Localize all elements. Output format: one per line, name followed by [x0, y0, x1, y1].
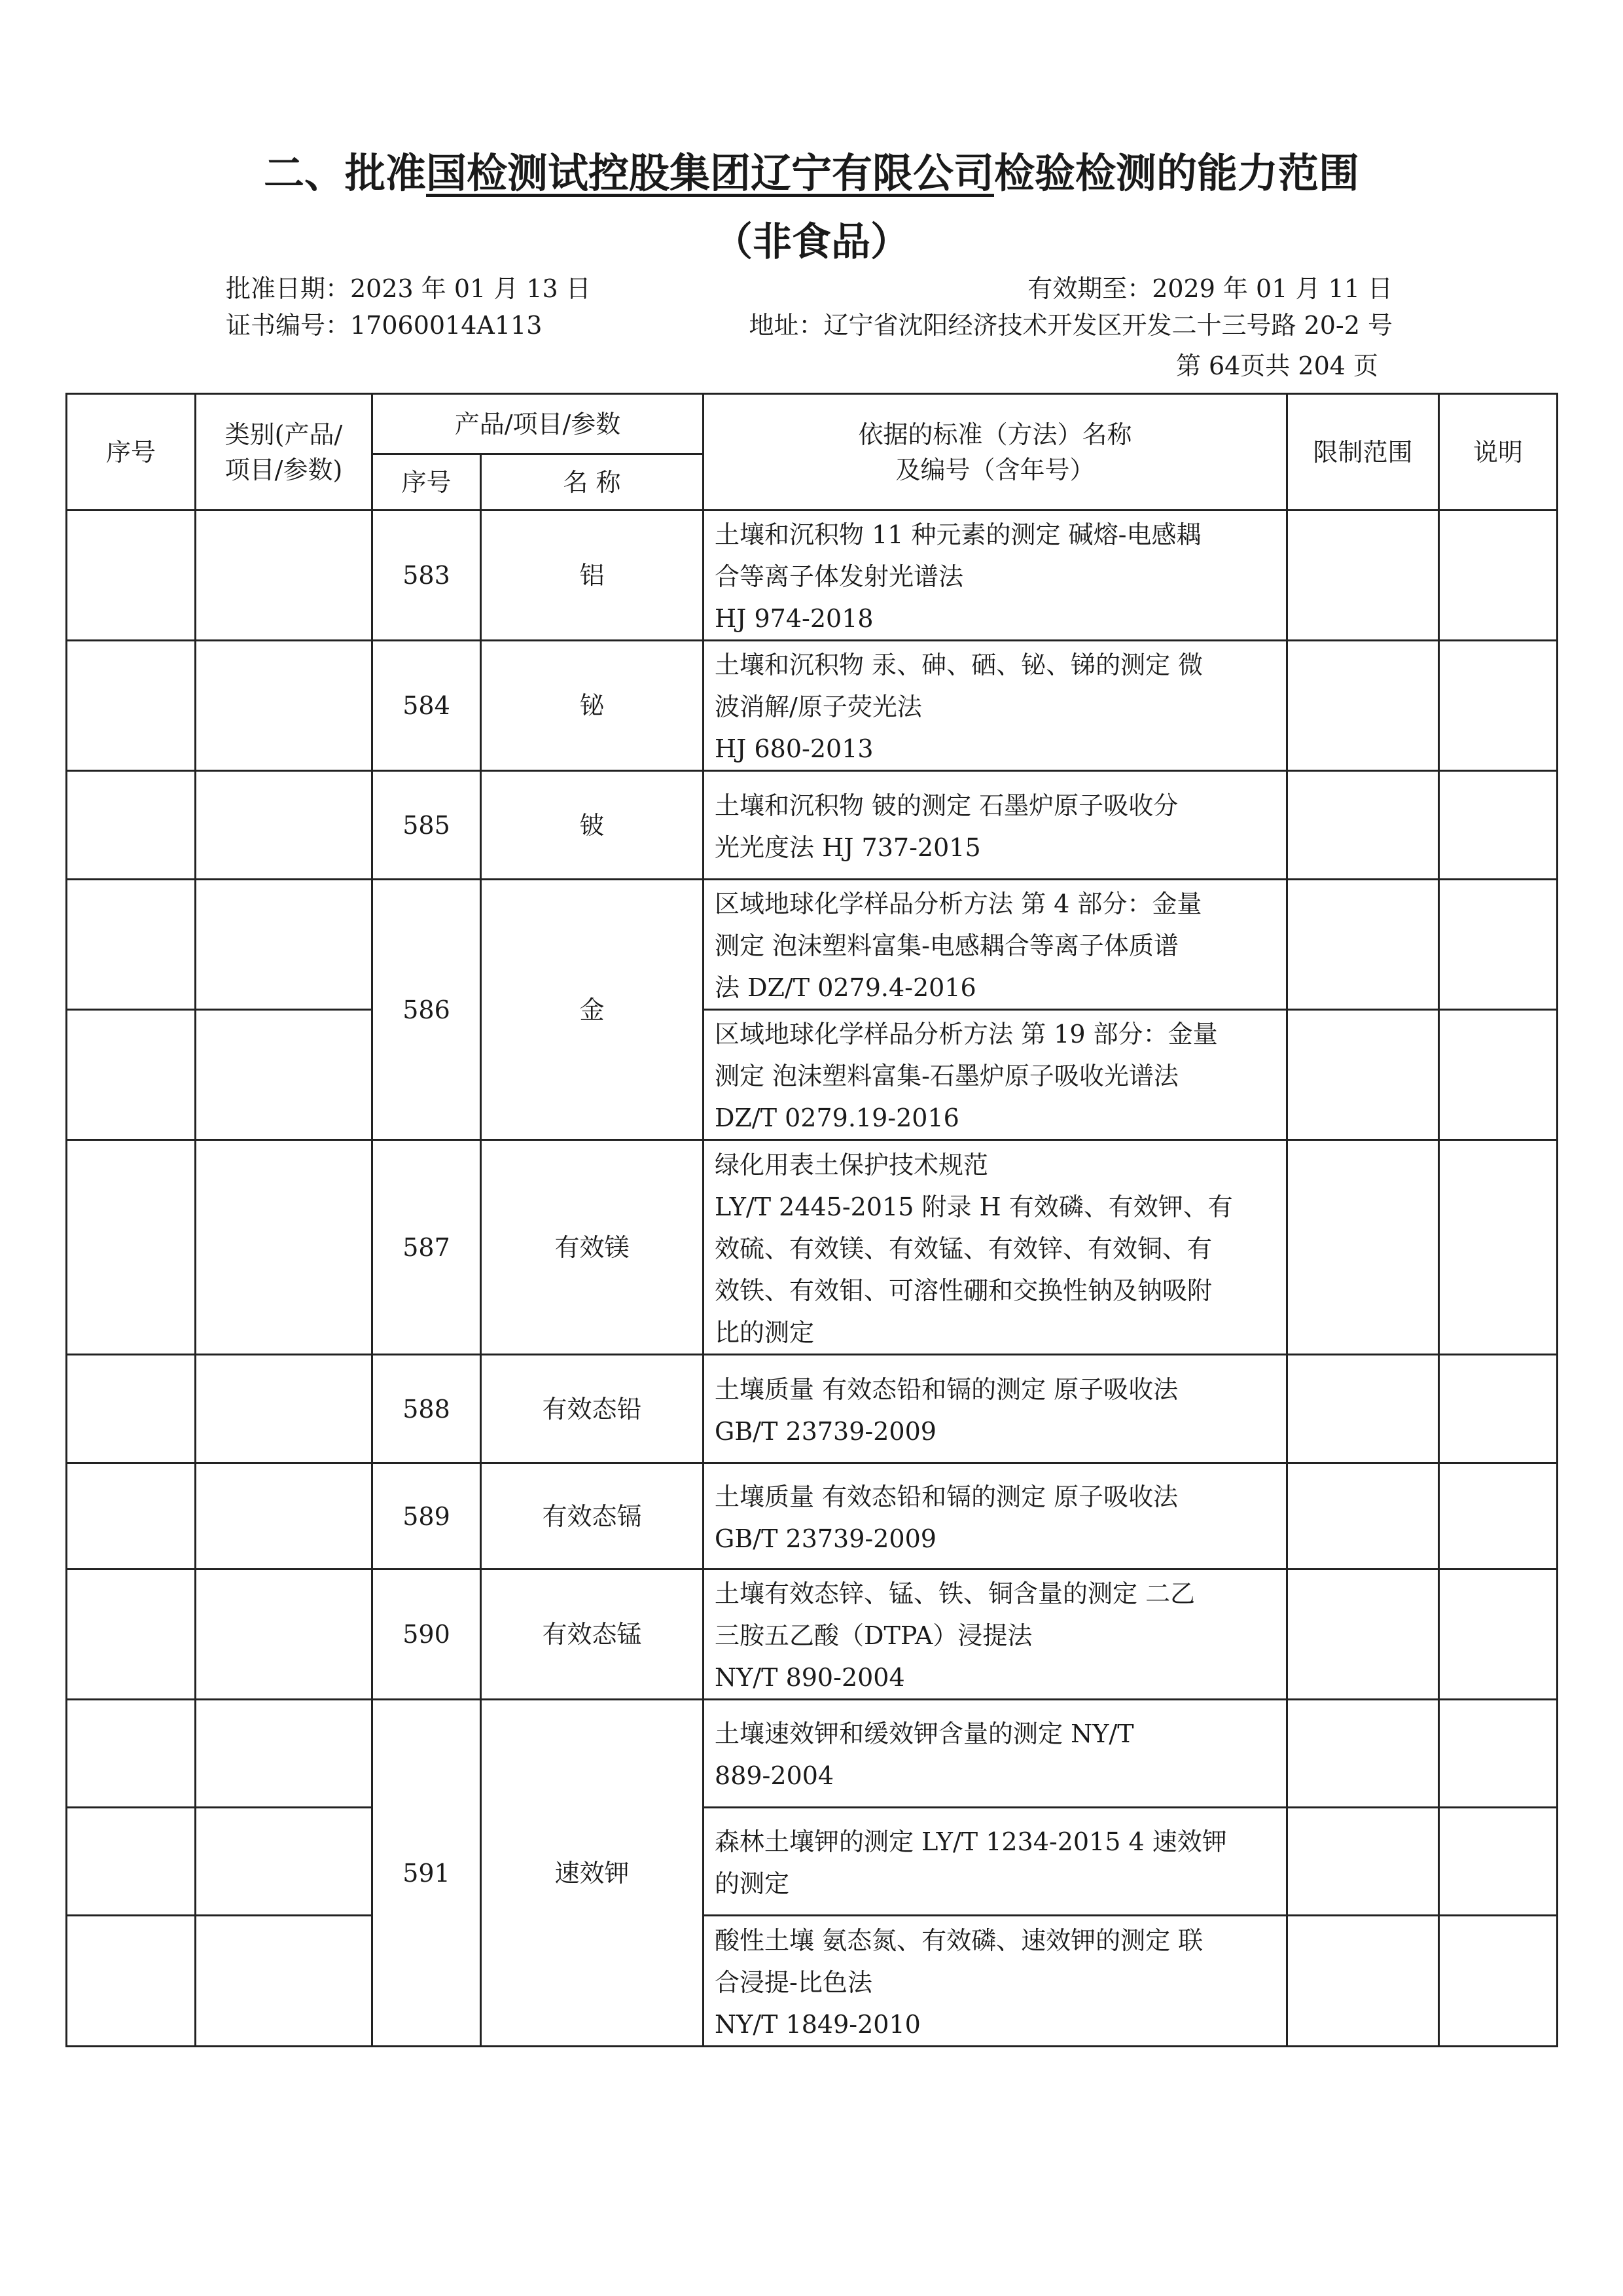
standard-line: 绿化用表土保护技术规范: [715, 1150, 989, 1179]
standard-line: 土壤和沉积物 11 种元素的测定 碱熔-电感耦: [715, 520, 1202, 549]
standard-line: 土壤速效钾和缓效钾含量的测定 NY/T: [715, 1719, 1134, 1748]
row-remark-cell: [1439, 1010, 1558, 1140]
row-remark-cell: [1439, 1700, 1558, 1808]
title-prefix: 二、批准: [263, 149, 426, 197]
row-item-name: 金: [481, 880, 704, 1140]
row-standard: [704, 880, 1287, 1010]
row-seq-cell: [67, 511, 196, 641]
header-category: [196, 394, 372, 511]
table-row: [67, 771, 1558, 880]
standard-line: 效铁、有效钼、可溶性硼和交换性钠及钠吸附: [715, 1276, 1213, 1305]
standard-line: 光光度法 HJ 737-2015: [715, 833, 981, 862]
row-standard: [704, 1808, 1287, 1916]
row-item-name: 铋: [481, 641, 704, 771]
page-number: 第 64页共 204 页: [1175, 351, 1378, 380]
row-remark-cell: [1439, 1355, 1558, 1463]
row-limit-cell: [1287, 1355, 1439, 1463]
table-row: [67, 511, 1558, 641]
header-name: 名 称: [481, 454, 704, 511]
standard-line: NY/T 890-2004: [715, 1663, 905, 1692]
capability-table: [65, 393, 1558, 2047]
standard-line: 三胺五乙酸（DTPA）浸提法: [715, 1621, 1033, 1650]
row-standard: [704, 1916, 1287, 2047]
standard-line: 889-2004: [715, 1761, 834, 1790]
row-limit-cell: [1287, 771, 1439, 880]
row-limit-cell: [1287, 1916, 1439, 2047]
row-remark-cell: [1439, 1916, 1558, 2047]
row-remark-cell: [1439, 771, 1558, 880]
standard-line: 酸性土壤 氨态氮、有效磷、速效钾的测定 联: [715, 1926, 1204, 1955]
row-number: 588: [372, 1355, 481, 1463]
table-row: [67, 1463, 1558, 1570]
row-number: 591: [372, 1700, 481, 2047]
row-remark-cell: [1439, 880, 1558, 1010]
standard-line: GB/T 23739-2009: [715, 1416, 936, 1446]
standard-line: 土壤和沉积物 汞、砷、硒、铋、锑的测定 微: [715, 651, 1204, 679]
row-limit-cell: [1287, 1700, 1439, 1808]
row-remark-cell: [1439, 1570, 1558, 1700]
table-row: [67, 1916, 1558, 2047]
row-number: 587: [372, 1140, 481, 1355]
row-seq-cell: [67, 641, 196, 771]
header-standard-line: 及编号（含年号）: [895, 455, 1095, 484]
row-limit-cell: [1287, 641, 1439, 771]
row-seq-cell: [67, 1570, 196, 1700]
standard-line: 比的测定: [715, 1318, 815, 1347]
row-standard: [704, 771, 1287, 880]
table-row: [67, 1808, 1558, 1916]
standard-line: 测定 泡沫塑料富集-石墨炉原子吸收光谱法: [715, 1062, 1179, 1090]
row-limit-cell: [1287, 1140, 1439, 1355]
row-category-cell: [196, 880, 372, 1010]
row-remark-cell: [1439, 1808, 1558, 1916]
table-row: [67, 641, 1558, 771]
row-limit-cell: [1287, 1463, 1439, 1570]
row-remark-cell: [1439, 641, 1558, 771]
standard-line: 合浸提-比色法: [715, 1967, 872, 1997]
row-category-cell: [196, 511, 372, 641]
standard-line: DZ/T 0279.19-2016: [715, 1103, 959, 1132]
row-category-cell: [196, 1355, 372, 1463]
row-category-cell: [196, 771, 372, 880]
row-seq-cell: [67, 1010, 196, 1140]
row-standard: [704, 1140, 1287, 1355]
row-seq-cell: [67, 1916, 196, 2047]
row-number: 583: [372, 511, 481, 641]
standard-line: 土壤质量 有效态铅和镉的测定 原子吸收法: [715, 1374, 1179, 1404]
header-remark: 说明: [1439, 394, 1558, 511]
standard-line: 土壤和沉积物 铍的测定 石墨炉原子吸收分: [715, 791, 1179, 820]
approval-date: 批准日期：2023 年 01 月 13 日: [226, 274, 591, 303]
row-seq-cell: [67, 1700, 196, 1808]
table-row: [67, 1010, 1558, 1140]
standard-line: 区域地球化学样品分析方法 第 19 部分：金量: [715, 1020, 1218, 1049]
header-category-line: 类别(产品/: [224, 420, 343, 449]
row-category-cell: [196, 1916, 372, 2047]
table-row: [67, 1140, 1558, 1355]
row-standard: [704, 1010, 1287, 1140]
row-standard: [704, 1355, 1287, 1463]
standard-line: NY/T 1849-2010: [715, 2009, 921, 2039]
standard-line: 测定 泡沫塑料富集-电感耦合等离子体质谱: [715, 931, 1179, 960]
standard-line: 合等离子体发射光谱法: [715, 562, 964, 591]
row-category-cell: [196, 1140, 372, 1355]
row-number: 589: [372, 1463, 481, 1570]
page-title: [0, 141, 1623, 199]
row-number: 584: [372, 641, 481, 771]
row-seq-cell: [67, 771, 196, 880]
row-limit-cell: [1287, 1010, 1439, 1140]
table-row: [67, 1355, 1558, 1463]
row-category-cell: [196, 641, 372, 771]
standard-line: 土壤有效态锌、锰、铁、铜含量的测定 二乙: [715, 1579, 1196, 1608]
row-item-name: 有效态锰: [481, 1570, 704, 1700]
header-category-line: 项目/参数): [224, 455, 343, 484]
table-row: [67, 1700, 1558, 1808]
row-item-name: 有效态铅: [481, 1355, 704, 1463]
header-standard: [704, 394, 1287, 511]
row-seq-cell: [67, 1463, 196, 1570]
row-standard: [704, 1570, 1287, 1700]
row-standard: [704, 511, 1287, 641]
standard-line: 区域地球化学样品分析方法 第 4 部分：金量: [715, 889, 1202, 918]
row-number: 590: [372, 1570, 481, 1700]
title-suffix: 检验检测的能力范围: [994, 149, 1360, 197]
row-standard: [704, 641, 1287, 771]
row-item-name: 有效镁: [481, 1140, 704, 1355]
row-seq-cell: [67, 1808, 196, 1916]
header-limit: 限制范围: [1287, 394, 1439, 511]
row-category-cell: [196, 1570, 372, 1700]
row-limit-cell: [1287, 1570, 1439, 1700]
standard-line: 土壤质量 有效态铅和镉的测定 原子吸收法: [715, 1482, 1179, 1511]
row-limit-cell: [1287, 1808, 1439, 1916]
standard-line: HJ 974-2018: [715, 604, 874, 633]
standard-line: LY/T 2445-2015 附录 H 有效磷、有效钾、有: [715, 1192, 1233, 1221]
standard-line: HJ 680-2013: [715, 734, 874, 763]
row-limit-cell: [1287, 511, 1439, 641]
row-standard: [704, 1700, 1287, 1808]
row-item-name: 铝: [481, 511, 704, 641]
row-limit-cell: [1287, 880, 1439, 1010]
standard-line: GB/T 23739-2009: [715, 1524, 936, 1553]
row-category-cell: [196, 1700, 372, 1808]
row-standard: [704, 1463, 1287, 1570]
table-row: [67, 880, 1558, 1010]
certificate-number: 证书编号：17060014A113: [226, 311, 543, 340]
title-company: 国检测试控股集团辽宁有限公司: [425, 149, 994, 197]
row-category-cell: [196, 1808, 372, 1916]
header-product-group: 产品/项目/参数: [372, 394, 704, 454]
page-subtitle: （非食品）: [713, 219, 910, 265]
row-number: 586: [372, 880, 481, 1140]
standard-line: 波消解/原子荧光法: [715, 692, 922, 721]
table-row: [67, 1570, 1558, 1700]
header-standard-line: 依据的标准（方法）名称: [858, 420, 1132, 449]
row-seq-cell: [67, 880, 196, 1010]
row-number: 585: [372, 771, 481, 880]
row-remark-cell: [1439, 511, 1558, 641]
standard-line: 法 DZ/T 0279.4-2016: [715, 973, 976, 1002]
address: 地址：辽宁省沈阳经济技术开发区开发二十三号路 20-2 号: [749, 311, 1393, 340]
row-category-cell: [196, 1010, 372, 1140]
standard-line: 效硫、有效镁、有效锰、有效锌、有效铜、有: [715, 1234, 1213, 1263]
valid-until: 有效期至：2029 年 01 月 11 日: [1027, 274, 1393, 303]
header-seq: 序号: [67, 394, 196, 511]
standard-line: 的测定: [715, 1869, 790, 1898]
row-remark-cell: [1439, 1463, 1558, 1570]
row-category-cell: [196, 1463, 372, 1570]
standard-line: 森林土壤钾的测定 LY/T 1234-2015 4 速效钾: [715, 1827, 1227, 1856]
row-seq-cell: [67, 1140, 196, 1355]
row-item-name: 速效钾: [481, 1700, 704, 2047]
row-remark-cell: [1439, 1140, 1558, 1355]
row-item-name: 有效态镉: [481, 1463, 704, 1570]
row-item-name: 铍: [481, 771, 704, 880]
header-sub-seq: 序号: [372, 454, 481, 511]
row-seq-cell: [67, 1355, 196, 1463]
